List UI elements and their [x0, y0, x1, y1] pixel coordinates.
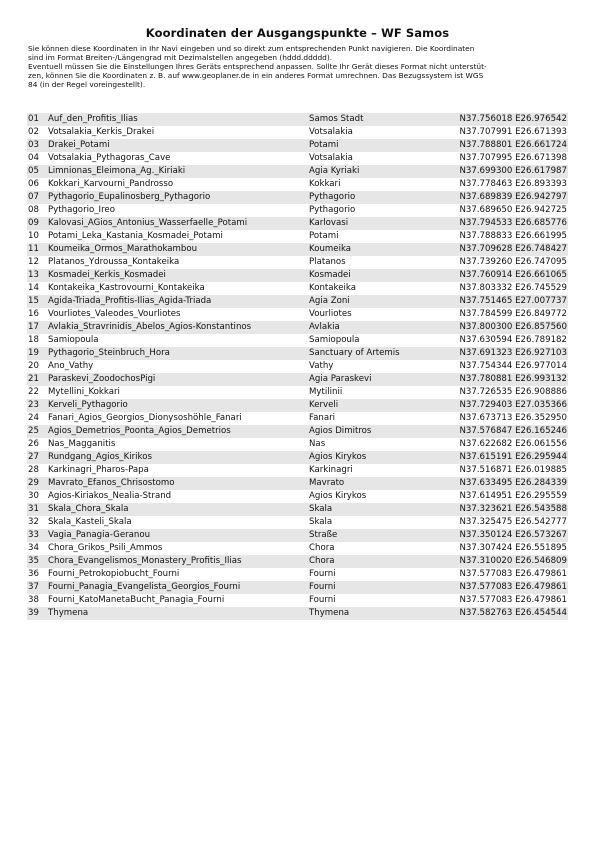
intro-line: Eventuell müssen Sie die Einstellungen Ihres Geräts entsprechend anpassen. Sollte Ihr Gerät dieses Format nicht unterstüt-	[28, 61, 487, 71]
coordinates: N37.630594 E26.789182	[459, 335, 567, 345]
table-row	[27, 386, 568, 399]
page-title: Koordinaten der Ausgangspunkte – WF Samos	[145, 26, 450, 40]
table-row	[27, 425, 568, 438]
route-name: Kerveli_Pythagorio	[48, 400, 128, 410]
table-row	[27, 139, 568, 152]
row-number: 10	[28, 231, 39, 241]
place-name: Chora	[309, 543, 335, 553]
row-number: 06	[28, 179, 39, 189]
coordinates: N37.778463 E26.893393	[459, 179, 567, 189]
place-name: Votsalakia	[309, 153, 353, 163]
coordinates: N37.673713 E26.352950	[459, 413, 567, 423]
place-name: Pythagorio	[309, 205, 356, 215]
place-name: Vourliotes	[309, 309, 352, 319]
table-row	[27, 282, 568, 295]
route-name: Limnionas_Eleimona_Ag._Kiriaki	[48, 166, 186, 176]
route-name: Karkinagri_Pharos-Papa	[48, 465, 149, 475]
coordinates: N37.582763 E26.454544	[459, 608, 567, 618]
route-name: Koumeika_Ormos_Marathokambou	[48, 244, 198, 254]
place-name: Kontakeika	[309, 283, 356, 293]
coordinates: N37.614951 E26.295559	[459, 491, 567, 501]
intro-line: Sie können diese Koordinaten in Ihr Navi eingeben und so direkt zum entsprechenden Punkt navigieren. Die Koordinaten	[28, 44, 475, 53]
place-name: Vathy	[309, 361, 334, 371]
row-number: 28	[28, 465, 39, 475]
coordinates: N37.707995 E26.671398	[459, 153, 567, 163]
table-row	[27, 334, 568, 347]
route-name: Samiopoula	[48, 335, 99, 345]
place-name: Karlovasi	[309, 218, 349, 228]
place-name: Agios Kirykos	[309, 452, 367, 462]
row-number: 16	[28, 309, 39, 319]
table-row	[27, 217, 568, 230]
place-name: Votsalakia	[309, 127, 353, 137]
route-name: Chora_Grikos_Psili_Ammos	[48, 543, 163, 553]
intro-text	[28, 45, 568, 90]
table-row	[27, 607, 568, 620]
route-name: Mytellini_Kokkari	[48, 387, 120, 397]
row-number: 24	[28, 413, 39, 423]
coordinates: N37.709628 E26.748427	[459, 244, 567, 254]
route-name: Agida-Triada_Profitis-Ilias_Agida-Triada	[48, 296, 212, 306]
place-name: Straße	[309, 530, 338, 540]
coordinates: N37.784599 E26.849772	[459, 309, 567, 319]
route-name: Kalovasi_AGios_Antonius_Wasserfaelle_Potami	[48, 218, 248, 228]
route-name: Mavrato_Efanos_Chrisostomo	[48, 478, 175, 488]
route-name: Agios-Kiriakos_Nealia-Strand	[48, 491, 172, 501]
table-row	[27, 516, 568, 529]
table-row	[27, 360, 568, 373]
route-name: Skala_Kasteli_Skala	[48, 517, 132, 527]
table-row	[27, 269, 568, 282]
route-name: Kosmadei_Kerkis_Kosmadei	[48, 270, 166, 280]
table-row	[27, 412, 568, 425]
table-row	[27, 555, 568, 568]
route-name: Chora_Evangelismos_Monastery_Profitis_Ilias	[48, 556, 242, 566]
coordinates: N37.622682 E26.061556	[459, 439, 567, 449]
route-name: Vagia_Panagia-Geranou	[48, 530, 151, 540]
row-number: 32	[28, 517, 39, 527]
row-number: 35	[28, 556, 39, 566]
coordinates: N37.726535 E26.908886	[459, 387, 567, 397]
coordinates: N37.756018 E26.976542	[459, 114, 567, 124]
route-name: Skala_Chora_Skala	[48, 504, 129, 514]
row-number: 09	[28, 218, 39, 228]
place-name: Platanos	[309, 257, 346, 267]
table-row	[27, 438, 568, 451]
route-name: Kontakeika_Kastrovourni_Kontakeika	[48, 283, 205, 293]
place-name: Mytilinii	[309, 387, 343, 397]
table-row	[27, 113, 568, 126]
coordinates: N37.691323 E26.927103	[459, 348, 567, 358]
place-name: Agios Dimitros	[309, 426, 372, 436]
coordinates: N37.800300 E26.857560	[459, 322, 567, 332]
row-number: 05	[28, 166, 39, 176]
coordinates-table	[27, 113, 568, 620]
table-row	[27, 256, 568, 269]
table-row	[27, 308, 568, 321]
table-row	[27, 191, 568, 204]
route-name: Ano_Vathy	[48, 361, 94, 371]
place-name: Pythagorio	[309, 192, 356, 202]
route-name: Platanos_Ydroussa_Kontakeika	[48, 257, 180, 267]
row-number: 20	[28, 361, 39, 371]
coordinates: N37.577083 E26.479861	[459, 582, 567, 592]
place-name: Avlakia	[309, 322, 340, 332]
place-name: Potami	[309, 231, 339, 241]
place-name: Skala	[309, 517, 333, 527]
coordinates: N37.780881 E26.993132	[459, 374, 567, 384]
route-name: Thymena	[48, 608, 89, 618]
table-row	[27, 347, 568, 360]
row-number: 15	[28, 296, 39, 306]
route-name: Fourni_KatoManetaBucht_Panagia_Fourni	[48, 595, 225, 605]
coordinates: N37.310020 E26.546809	[459, 556, 567, 566]
coordinates: N37.699300 E26.617987	[459, 166, 567, 176]
table-row	[27, 490, 568, 503]
route-name: Pythagorio_Steinbruch_Hora	[48, 348, 170, 358]
coordinates: N37.323621 E26.543588	[459, 504, 567, 514]
row-number: 03	[28, 140, 39, 150]
table-row	[27, 152, 568, 165]
place-name: Potami	[309, 140, 339, 150]
row-number: 02	[28, 127, 39, 137]
table-row	[27, 295, 568, 308]
route-name: Avlakia_Stravrinidis_Abelos_Agios-Konstantinos	[48, 322, 252, 332]
table-row	[27, 178, 568, 191]
place-name: Agios Kirykos	[309, 491, 367, 501]
coordinates: N37.760914 E26.661065	[459, 270, 567, 280]
coordinates: N37.754344 E26.977014	[459, 361, 567, 371]
route-name: Nas_Magganitis	[48, 439, 116, 449]
route-name: Pythagorio_Ireo	[48, 205, 115, 215]
row-number: 12	[28, 257, 39, 267]
table-row	[27, 373, 568, 386]
table-row	[27, 477, 568, 490]
coordinates: N37.577083 E26.479861	[459, 569, 567, 579]
table-row	[27, 126, 568, 139]
intro-line: sind im Format Breiten-/Längengrad mit Dezimalstellen angegeben (hddd.ddddd).	[28, 52, 333, 62]
place-name: Agia Paraskevi	[309, 374, 372, 384]
row-number: 18	[28, 335, 39, 345]
coordinates: N37.689650 E26.942725	[459, 205, 567, 215]
place-name: Fourni	[309, 582, 336, 592]
row-number: 19	[28, 348, 39, 358]
place-name: Kerveli	[309, 400, 339, 410]
place-name: Samiopoula	[309, 335, 360, 345]
place-name: Kosmadei	[309, 270, 351, 280]
row-number: 33	[28, 530, 39, 540]
coordinates: N37.576847 E26.165246	[459, 426, 567, 436]
place-name: Fanari	[309, 413, 336, 423]
place-name: Koumeika	[309, 244, 352, 254]
place-name: Agia Zoni	[309, 296, 350, 306]
route-name: Vourliotes_Valeodes_Vourliotes	[48, 309, 181, 319]
coordinates: N37.707991 E26.671393	[459, 127, 567, 137]
place-name: Skala	[309, 504, 333, 514]
route-name: Auf_den_Profitis_Ilias	[48, 114, 138, 124]
route-name: Agios_Demetrios_Poonta_Agios_Demetrios	[48, 426, 231, 436]
intro-line: zen, können Sie die Koordinaten z. B. auf www.geoplaner.de in ein anderes Format umrechnen. Das Bezugssystem ist WGS	[28, 70, 484, 80]
table-row	[27, 451, 568, 464]
row-number: 25	[28, 426, 39, 436]
row-number: 17	[28, 322, 39, 332]
row-number: 01	[28, 114, 39, 124]
route-name: Drakei_Potami	[48, 140, 110, 150]
table-row	[27, 568, 568, 581]
place-name: Sanctuary of Artemis	[309, 348, 400, 358]
route-name: Fanari_Agios_Georgios_Dionysoshöhle_Fanari	[48, 413, 242, 423]
row-number: 31	[28, 504, 39, 514]
route-name: Kokkari_Karvourni_Pandrosso	[48, 179, 174, 189]
place-name: Samos Stadt	[309, 114, 364, 124]
row-number: 04	[28, 153, 39, 163]
row-number: 14	[28, 283, 39, 293]
row-number: 29	[28, 478, 39, 488]
coordinates: N37.794533 E26.685776	[459, 218, 567, 228]
table-row	[27, 230, 568, 243]
route-name: Fourni_Panagia_Evangelista_Georgios_Fourni	[48, 582, 241, 592]
coordinates: N37.689839 E26.942797	[459, 192, 567, 202]
route-name: Votsalakia_Kerkis_Drakei	[48, 127, 155, 137]
table-row	[27, 594, 568, 607]
coordinates: N37.615191 E26.295944	[459, 452, 567, 462]
row-number: 26	[28, 439, 39, 449]
row-number: 36	[28, 569, 39, 579]
table-row	[27, 243, 568, 256]
route-name: Potami_Leka_Kastania_Kosmadei_Potami	[48, 231, 223, 241]
route-name: Rundgang_Agios_Kirikos	[48, 452, 152, 462]
row-number: 27	[28, 452, 39, 462]
place-name: Fourni	[309, 595, 336, 605]
place-name: Chora	[309, 556, 335, 566]
intro-line: 84 (in der Regel voreingestellt).	[28, 79, 146, 89]
coordinates: N37.350124 E26.573267	[459, 530, 567, 540]
row-number: 23	[28, 400, 39, 410]
row-number: 11	[28, 244, 39, 254]
row-number: 39	[28, 608, 39, 618]
table-row	[27, 581, 568, 594]
table-row	[27, 542, 568, 555]
route-name: Paraskevi_ZoodochosPigi	[48, 374, 156, 384]
row-number: 30	[28, 491, 39, 501]
coordinates: N37.307424 E26.551895	[459, 543, 567, 553]
row-number: 13	[28, 270, 39, 280]
table-row	[27, 204, 568, 217]
table-row	[27, 503, 568, 516]
coordinates: N37.751465 E27.007737	[459, 296, 567, 306]
table-row	[27, 165, 568, 178]
table-row	[27, 399, 568, 412]
route-name: Votsalakia_Pythagoras_Cave	[48, 153, 171, 163]
place-name: Karkinagri	[309, 465, 353, 475]
coordinates: N37.788801 E26.661724	[459, 140, 567, 150]
table-row	[27, 321, 568, 334]
table-row	[27, 529, 568, 542]
coordinates: N37.633495 E26.284339	[459, 478, 567, 488]
row-number: 37	[28, 582, 39, 592]
row-number: 07	[28, 192, 39, 202]
place-name: Agia Kyriaki	[309, 166, 360, 176]
coordinates: N37.577083 E26.479861	[459, 595, 567, 605]
row-number: 34	[28, 543, 39, 553]
place-name: Nas	[309, 439, 326, 449]
coordinates: N37.739260 E26.747095	[459, 257, 567, 267]
coordinates: N37.729403 E27.035366	[459, 400, 567, 410]
place-name: Thymena	[309, 608, 350, 618]
route-name: Fourni_Petrokopiobucht_Fourni	[48, 569, 180, 579]
coordinates: N37.325475 E26.542777	[459, 517, 567, 527]
place-name: Fourni	[309, 569, 336, 579]
place-name: Mavrato	[309, 478, 345, 488]
row-number: 38	[28, 595, 39, 605]
place-name: Kokkari	[309, 179, 341, 189]
coordinates: N37.803332 E26.745529	[459, 283, 567, 293]
coordinates: N37.788833 E26.661995	[459, 231, 567, 241]
route-name: Pythagorio_Eupalinosberg_Pythagorio	[48, 192, 211, 202]
row-number: 21	[28, 374, 39, 384]
row-number: 22	[28, 387, 39, 397]
table-row	[27, 464, 568, 477]
row-number: 08	[28, 205, 39, 215]
coordinates: N37.516871 E26.019885	[459, 465, 567, 475]
